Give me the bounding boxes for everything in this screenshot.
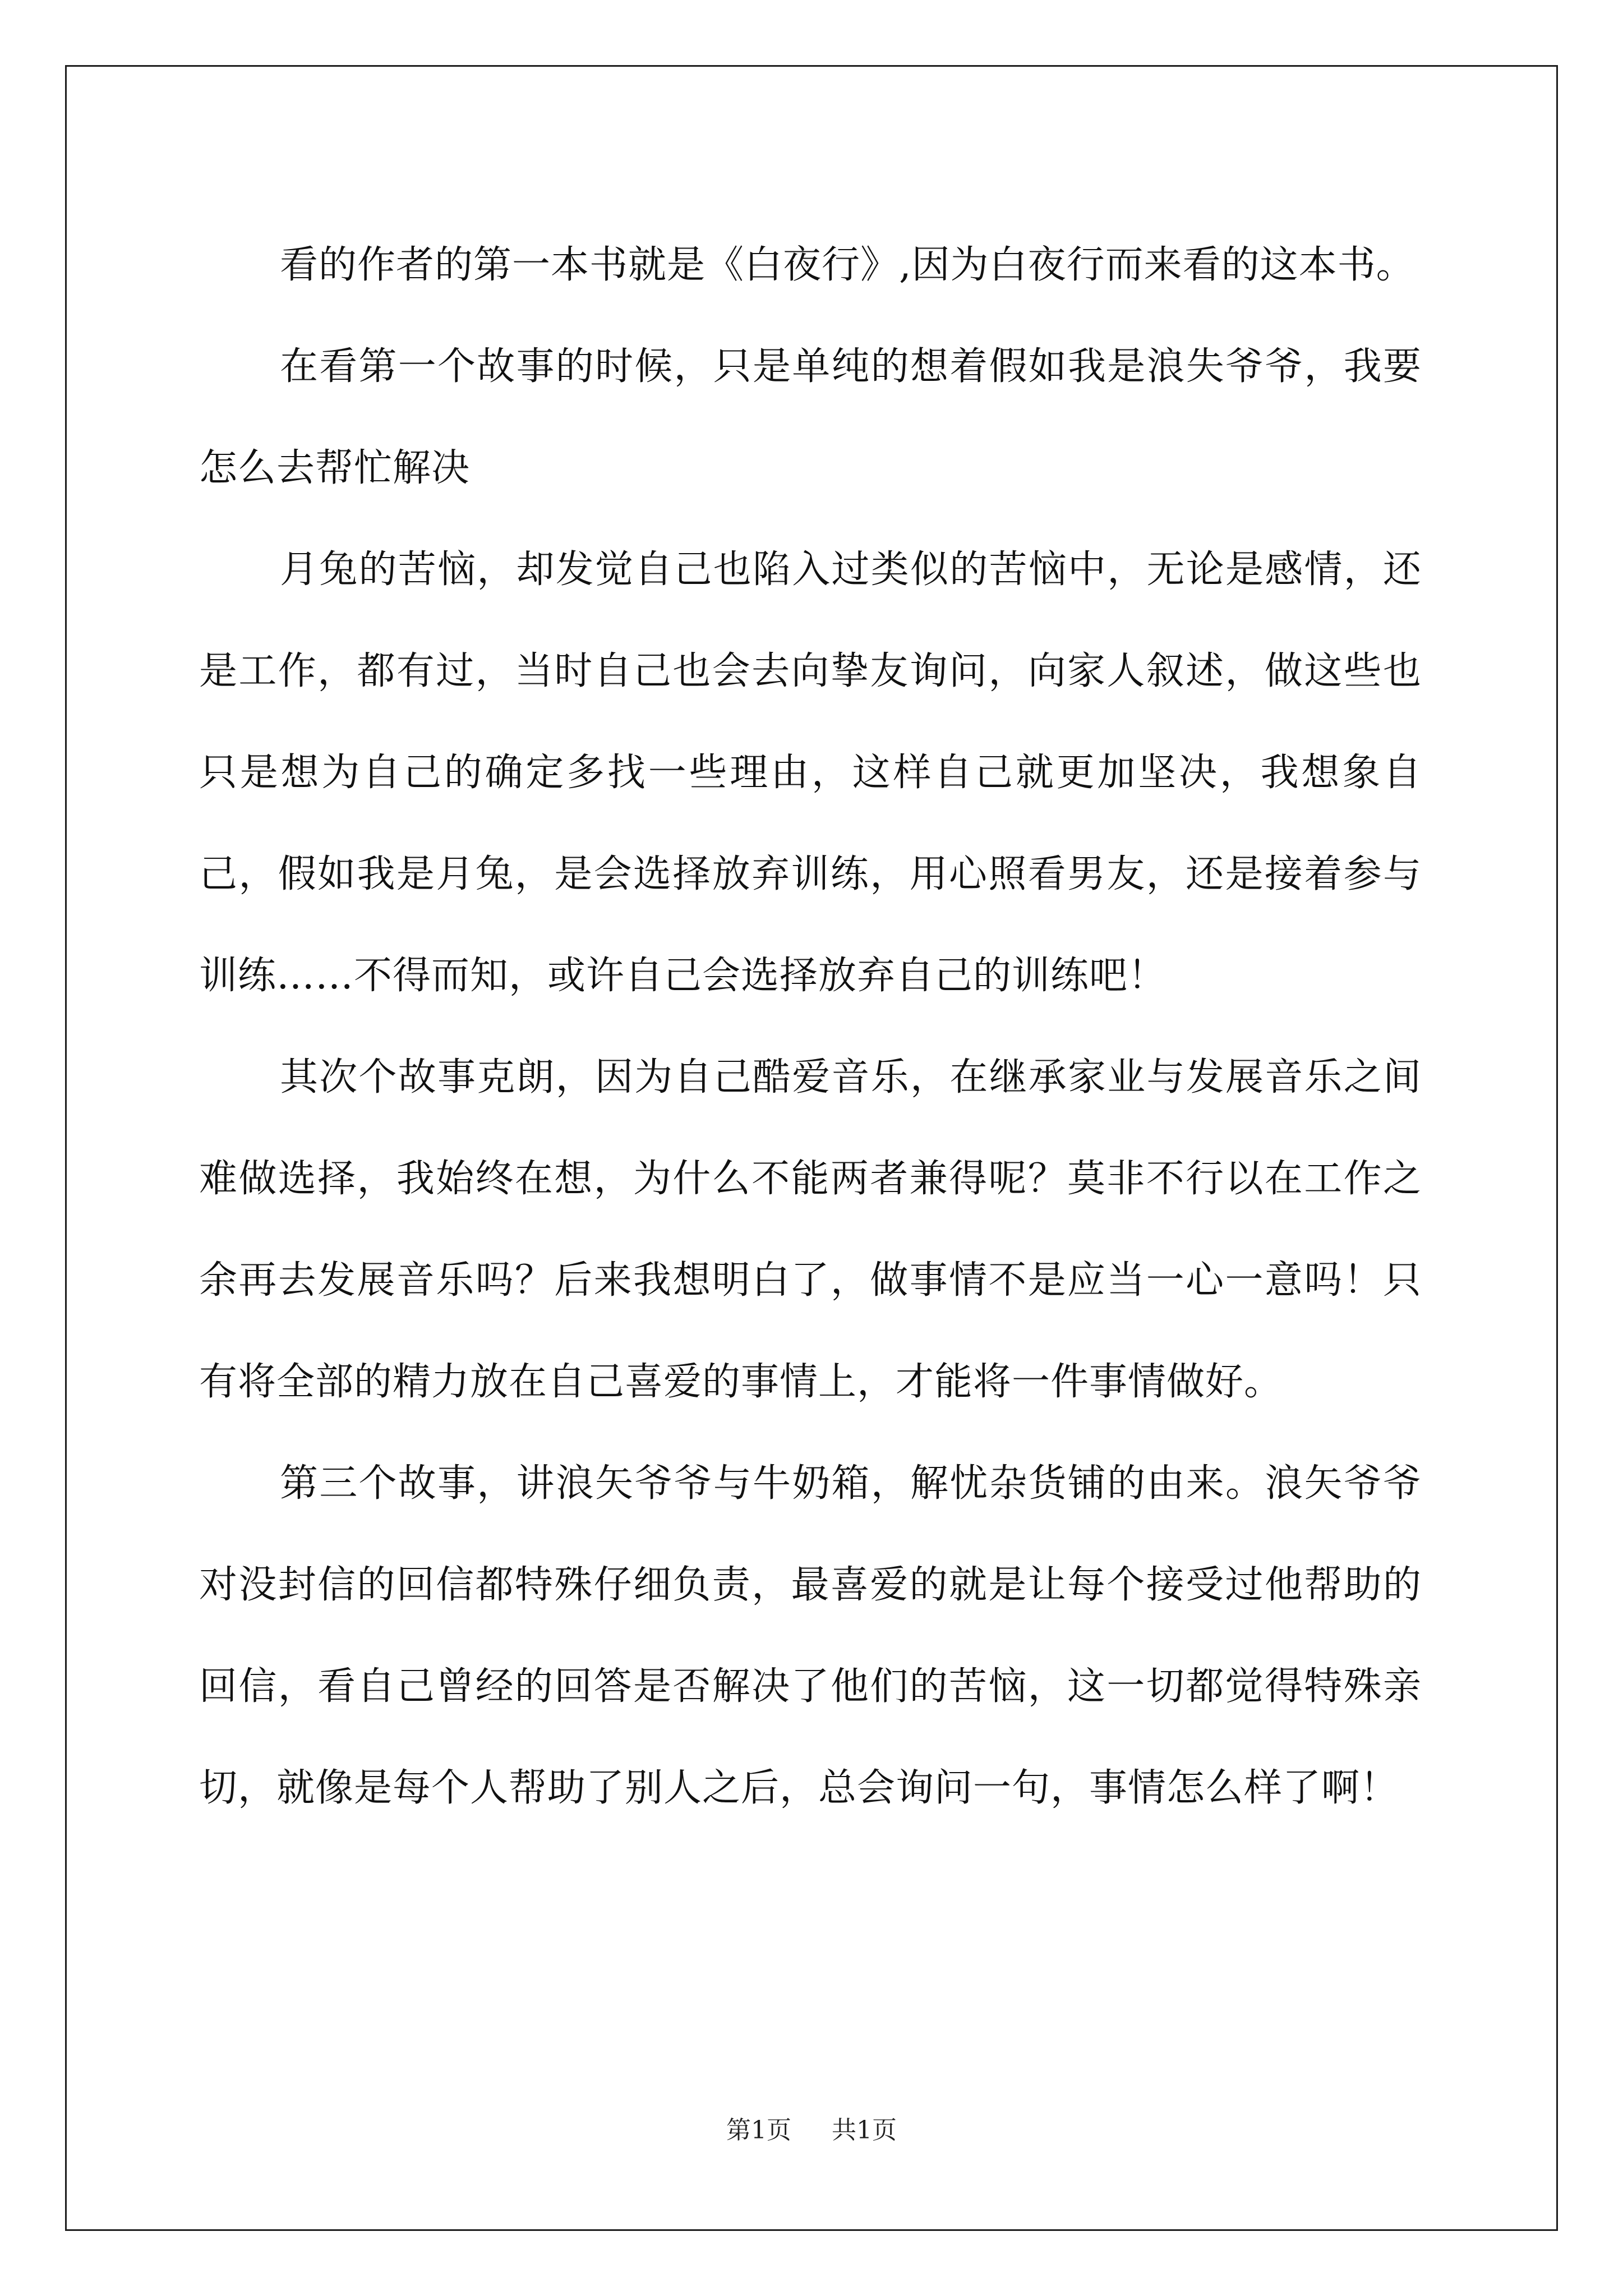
paragraph-4: 其次个故事克朗，因为自己酷爱音乐，在继承家业与发展音乐之间难做选择，我始终在想，为什么不能两者兼得呢？莫非不行以在工作之余再去发展音乐吗？后来我想明白了，做事情不是应当一心一意吗！只有将全部的精力放在自己喜爱的事情上，才能将一件事情做好。 [199, 1055, 1422, 1404]
paragraph-1: 看的作者的第一本书就是《白夜行》,因为白夜行而来看的这本书。 [280, 243, 1415, 287]
paragraph-5: 第三个故事，讲浪矢爷爷与牛奶箱，解忧杂货铺的由来。浪矢爷爷对没封信的回信都特殊仔细负责，最喜爱的就是让每个接受过他帮助的回信，看自己曾经的回答是否解决了他们的苦恼，这一切都觉得特殊亲切，就像是每个人帮助了别人之后，总会询问一句，事情怎么样了啊！ [199, 1461, 1422, 1810]
document-body [199, 214, 1422, 1942]
paragraph-2: 在看第一个故事的时候，只是单纯的想着假如我是浪失爷爷，我要怎么去帮忙解决 [199, 344, 1422, 490]
page-total: 共1页 [832, 2116, 897, 2145]
page-number: 第1页 [726, 2116, 791, 2145]
page-footer [0, 2114, 1623, 2147]
paragraph-3: 月兔的苦恼，却发觉自己也陷入过类似的苦恼中，无论是感情，还是工作，都有过，当时自己也会去向挚友询问，向家人叙述，做这些也只是想为自己的确定多找一些理由，这样自己就更加坚决，我想象自己，假如我是月兔，是会选择放弃训练，用心照看男友，还是接着参与训练……不得而知，或许自己会选择放弃自己的训练吧！ [199, 547, 1422, 998]
